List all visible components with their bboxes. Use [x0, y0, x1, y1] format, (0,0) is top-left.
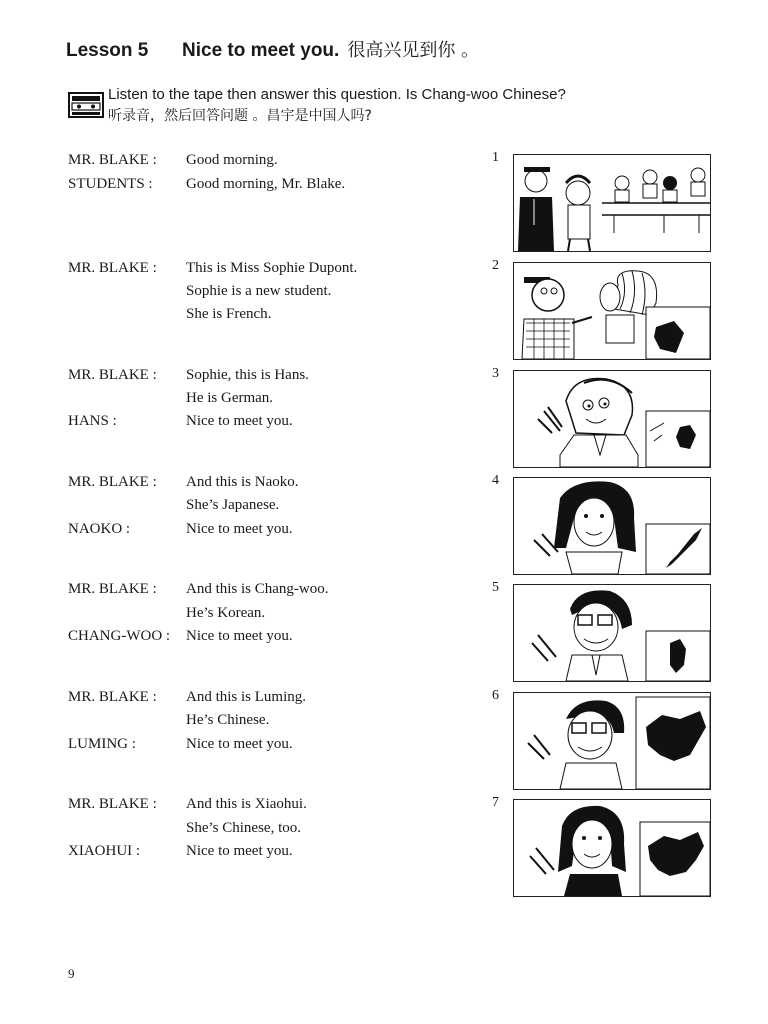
dialogue-line: And this is Luming. [186, 689, 307, 705]
speaker-label: STUDENTS : [68, 176, 153, 192]
panel-number: 2 [492, 258, 499, 273]
panel-number: 4 [492, 473, 499, 488]
dialogue-line: Sophie is a new student. [186, 283, 332, 299]
dialogue-line: He’s Korean. [186, 605, 266, 621]
lesson-header [66, 36, 479, 62]
panel-number: 3 [492, 366, 499, 381]
speaker-label: MR. BLAKE : [68, 260, 157, 276]
speaker-label: MR. BLAKE : [68, 367, 157, 383]
lesson-title-en: Nice to meet you. [182, 40, 340, 61]
panel-number: 5 [492, 580, 499, 595]
dialogue-line: Nice to meet you. [186, 843, 293, 859]
instruction-cn: 听录音，然后回答问题 。昌宇是中国人吗? [108, 108, 372, 124]
speaker-label: HANS : [68, 413, 117, 429]
dialogue-line: Good morning, Mr. Blake. [186, 176, 346, 192]
luming-with-map-of-china-illustration [513, 692, 711, 790]
dialogue-line: And this is Naoko. [186, 474, 299, 490]
lesson-title-cn: 很高兴见到你 。 [347, 40, 480, 61]
speaker-label: LUMING : [68, 736, 136, 752]
dialogue-line: Nice to meet you. [186, 736, 293, 752]
teacher-introducing-sophie-illustration [513, 262, 711, 360]
dialogue-line: He’s Chinese. [186, 712, 270, 728]
hans-with-map-of-germany-illustration [513, 370, 711, 468]
speaker-label: CHANG-WOO : [68, 628, 171, 644]
dialogue-line: This is Miss Sophie Dupont. [186, 260, 358, 276]
page-number: 9 [68, 966, 75, 981]
dialogue-line: Good morning. [186, 152, 278, 168]
instruction-en: Listen to the tape then answer this question. Is Chang-woo Chinese? [108, 86, 566, 103]
speaker-label: MR. BLAKE : [68, 796, 157, 812]
dialogue-line: And this is Chang-woo. [186, 581, 329, 597]
speaker-label: MR. BLAKE : [68, 581, 157, 597]
naoko-with-map-of-japan-illustration [513, 477, 711, 575]
dialogue-line: He is German. [186, 390, 274, 406]
speaker-label: NAOKO : [68, 521, 131, 537]
panel-number: 6 [492, 688, 499, 703]
speaker-label: MR. BLAKE : [68, 689, 157, 705]
speaker-label: MR. BLAKE : [68, 474, 157, 490]
speaker-label: XIAOHUI : [68, 843, 141, 859]
dialogue-line: She’s Japanese. [186, 497, 280, 513]
xiaohui-with-map-of-china-illustration [513, 799, 711, 897]
classroom-greeting-illustration [513, 154, 711, 252]
dialogue-line: And this is Xiaohui. [186, 796, 307, 812]
panel-number: 1 [492, 150, 499, 165]
speaker-label: MR. BLAKE : [68, 152, 157, 168]
dialogue-line: She is French. [186, 306, 272, 322]
dialogue-line: Nice to meet you. [186, 413, 293, 429]
dialogue-line: Nice to meet you. [186, 628, 293, 644]
dialogue-line: Sophie, this is Hans. [186, 367, 309, 383]
cassette-tape-icon [68, 92, 104, 123]
lesson-number: Lesson 5 [66, 40, 149, 61]
dialogue-line: She’s Chinese, too. [186, 820, 301, 836]
panel-number: 7 [492, 795, 499, 810]
dialogue-line: Nice to meet you. [186, 521, 293, 537]
chang-woo-with-map-of-korea-illustration [513, 584, 711, 682]
